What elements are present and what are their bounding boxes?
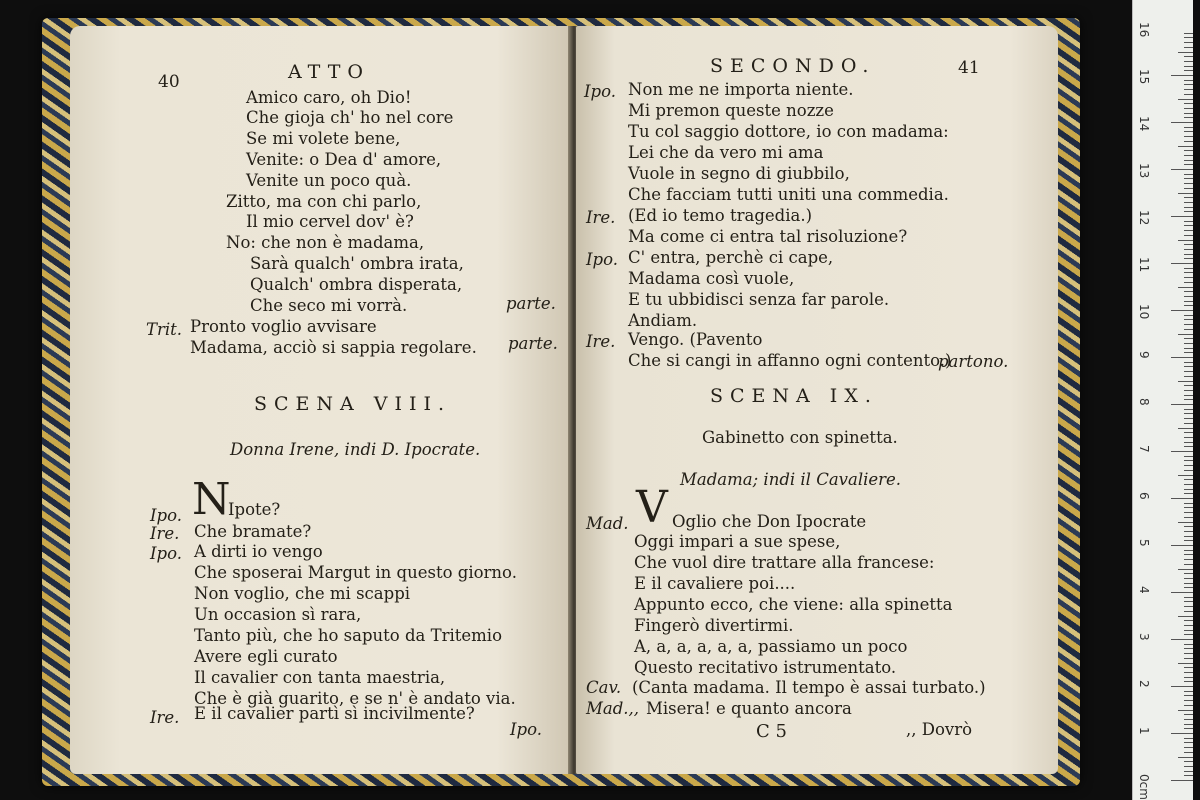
ruler-tick: [1184, 277, 1193, 278]
ruler-tick: [1184, 409, 1193, 410]
ruler-tick: [1184, 207, 1193, 208]
ruler-label: 4: [1137, 586, 1151, 594]
ruler-tick: [1178, 99, 1193, 100]
ruler-tick: [1178, 710, 1193, 711]
ruler-tick: [1184, 188, 1193, 189]
verse-line: E il cavaliere poi....: [634, 574, 796, 593]
ruler-label: 5: [1137, 539, 1151, 547]
ruler-tick: [1184, 164, 1193, 165]
verse-line: Vuole in segno di giubbilo,: [628, 164, 850, 183]
left-page: [70, 26, 572, 774]
verse-line: Pronto voglio avvisare: [190, 317, 377, 336]
verse-line: Che si cangi in affanno ogni contento.): [628, 351, 952, 370]
verse-line: Non me ne importa niente.: [628, 80, 854, 99]
ruler-tick: [1184, 719, 1193, 720]
ruler-tick: [1171, 498, 1193, 499]
ruler-tick: [1184, 56, 1193, 57]
ruler-tick: [1184, 493, 1193, 494]
ruler-tick: [1184, 301, 1193, 302]
catchword: ,, Dovrò: [906, 720, 973, 739]
stage-direction: parte.: [508, 334, 558, 353]
ruler-label: 6: [1137, 492, 1151, 500]
ruler-tick: [1184, 714, 1193, 715]
ruler-tick: [1184, 174, 1193, 175]
ruler-tick: [1184, 691, 1193, 692]
ruler-tick: [1184, 150, 1193, 151]
ruler-tick: [1184, 460, 1193, 461]
drop-capital: V: [636, 482, 668, 533]
ruler-tick: [1184, 489, 1193, 490]
ruler-tick: [1184, 103, 1193, 104]
ruler-tick: [1184, 362, 1193, 363]
ruler-tick: [1184, 423, 1193, 424]
ruler-tick: [1184, 606, 1193, 607]
ruler-tick: [1184, 625, 1193, 626]
ruler-tick: [1184, 33, 1193, 34]
ruler-tick: [1171, 357, 1193, 358]
ruler-tick: [1178, 52, 1193, 53]
ruler-tick: [1184, 94, 1193, 95]
ruler-label: 2: [1137, 680, 1151, 688]
ruler-tick: [1184, 89, 1193, 90]
speaker-label: Cav.: [586, 678, 622, 697]
ruler-tick: [1171, 639, 1193, 640]
verse-line: A, a, a, a, a, a, passiamo un poco: [634, 637, 908, 656]
verse-line: Ipote?: [228, 500, 281, 519]
verse-line: Un occasion sì rara,: [194, 605, 362, 624]
ruler-tick: [1184, 775, 1193, 776]
ruler-tick: [1184, 437, 1193, 438]
stage-direction: parte.: [506, 294, 556, 313]
running-head-right: SECONDO.: [710, 55, 876, 77]
verse-line: (Canta madama. Il tempo è assai turbato.): [632, 678, 986, 697]
drop-capital: N: [192, 474, 231, 525]
ruler-tick: [1184, 385, 1193, 386]
verse-line: Madama così vuole,: [628, 269, 795, 288]
verse-line: Che è già guarito, e se n' è andato via.: [194, 689, 516, 708]
ruler-tick: [1184, 296, 1193, 297]
ruler-tick: [1184, 113, 1193, 114]
ruler-tick: [1178, 522, 1193, 523]
ruler-label: 10: [1137, 304, 1151, 320]
ruler-tick: [1184, 742, 1193, 743]
ruler-tick: [1184, 37, 1193, 38]
ruler-tick: [1178, 240, 1193, 241]
verse-line: No: che non è madama,: [226, 233, 425, 252]
verse-line: Venite: o Dea d' amore,: [246, 150, 442, 169]
ruler-label: 1: [1137, 727, 1151, 735]
right-page: [576, 26, 1058, 774]
ruler-tick: [1171, 733, 1193, 734]
ruler-tick: [1184, 540, 1193, 541]
verse-line: Tu col saggio dottore, io con madama:: [628, 122, 949, 141]
ruler-tick: [1184, 254, 1193, 255]
ruler-tick: [1184, 291, 1193, 292]
ruler-tick: [1184, 352, 1193, 353]
ruler-tick: [1178, 381, 1193, 382]
ruler-tick: [1178, 193, 1193, 194]
ruler-tick: [1184, 700, 1193, 701]
verse-line: Questo recitativo istrumentato.: [634, 658, 897, 677]
ruler-label: 16: [1137, 22, 1151, 38]
speaker-label: Trit.: [146, 320, 183, 339]
ruler-label: 14: [1137, 116, 1151, 132]
ruler-tick: [1184, 258, 1193, 259]
ruler-tick: [1184, 695, 1193, 696]
ruler-tick: [1184, 366, 1193, 367]
ruler-tick: [1184, 620, 1193, 621]
speaker-label: Ipo.: [584, 82, 616, 101]
verse-line: Il mio cervel dov' è?: [246, 212, 414, 231]
ruler-tick: [1184, 644, 1193, 645]
signature-mark: C 5: [756, 721, 787, 742]
speaker-label: Mad.,,: [586, 699, 640, 718]
ruler-tick: [1184, 66, 1193, 67]
verse-line: Madama, acciò si sappia regolare.: [190, 338, 477, 357]
ruler-tick: [1184, 573, 1193, 574]
ruler-tick: [1184, 418, 1193, 419]
ruler-tick: [1184, 348, 1193, 349]
verse-line: Oggi impari a sue spese,: [634, 532, 841, 551]
ruler-tick: [1184, 531, 1193, 532]
verse-line: C' entra, perchè ci cape,: [628, 248, 834, 267]
ruler-tick: [1184, 578, 1193, 579]
ruler-tick: [1184, 667, 1193, 668]
ruler-tick: [1178, 146, 1193, 147]
ruler-tick: [1184, 131, 1193, 132]
verse-line: Se mi volete bene,: [246, 129, 401, 148]
ruler-tick: [1171, 592, 1193, 593]
ruler-tick: [1171, 263, 1193, 264]
verse-line: Che facciam tutti uniti una commedia.: [628, 185, 949, 204]
ruler-tick: [1184, 376, 1193, 377]
ruler-tick: [1184, 465, 1193, 466]
ruler-label: 9: [1137, 351, 1151, 359]
ruler-tick: [1184, 108, 1193, 109]
ruler-tick: [1184, 512, 1193, 513]
verse-line: Misera! e quanto ancora: [646, 699, 852, 718]
ruler-tick: [1184, 160, 1193, 161]
ruler-tick: [1184, 554, 1193, 555]
ruler-tick: [1184, 329, 1193, 330]
ruler-tick: [1184, 658, 1193, 659]
ruler-tick: [1184, 517, 1193, 518]
verse-line: Il cavalier con tanta maestria,: [194, 668, 446, 687]
ruler-tick: [1178, 334, 1193, 335]
catchword: Ipo.: [510, 720, 542, 739]
ruler-tick: [1184, 305, 1193, 306]
ruler-tick: [1184, 677, 1193, 678]
ruler-tick: [1171, 169, 1193, 170]
ruler-tick: [1184, 479, 1193, 480]
ruler-tick: [1178, 663, 1193, 664]
verse-line: Tanto più, che ho saputo da Tritemio: [194, 626, 503, 645]
ruler-tick: [1184, 244, 1193, 245]
ruler-tick: [1184, 432, 1193, 433]
verse-line: Lei che da vero mi ama: [628, 143, 824, 162]
ruler-tick: [1184, 442, 1193, 443]
verse-line: E il cavalier partì sì incivilmente?: [194, 704, 475, 723]
open-book: [70, 26, 1070, 774]
ruler-tick: [1184, 117, 1193, 118]
verse-line: Che sposerai Margut in questo giorno.: [194, 563, 517, 582]
verse-line: Vengo. (Pavento: [628, 330, 763, 349]
speaker-label: Mad.: [586, 514, 629, 533]
ruler-tick: [1184, 141, 1193, 142]
ruler-label: 15: [1137, 69, 1151, 85]
ruler-tick: [1184, 390, 1193, 391]
ruler-tick: [1184, 272, 1193, 273]
speaker-label: Ipo.: [586, 250, 618, 269]
page-number-left: 40: [158, 72, 180, 92]
ruler-tick: [1184, 747, 1193, 748]
ruler-tick: [1184, 536, 1193, 537]
measurement-ruler: [1132, 0, 1193, 800]
ruler-tick: [1184, 583, 1193, 584]
verse-line: Ma come ci entra tal risoluzione?: [628, 227, 908, 246]
ruler-tick: [1184, 761, 1193, 762]
ruler-tick: [1184, 648, 1193, 649]
ruler-tick: [1178, 287, 1193, 288]
ruler-tick: [1184, 183, 1193, 184]
ruler-tick: [1184, 197, 1193, 198]
ruler-tick: [1184, 395, 1193, 396]
stage-direction: partono.: [938, 352, 1009, 371]
verse-line: Che bramate?: [194, 522, 312, 541]
ruler-tick: [1184, 70, 1193, 71]
ruler-tick: [1178, 569, 1193, 570]
verse-line: Zitto, ma con chi parlo,: [226, 192, 422, 211]
ruler-tick: [1184, 202, 1193, 203]
ruler-tick: [1178, 757, 1193, 758]
ruler-tick: [1184, 268, 1193, 269]
ruler-label: 12: [1137, 210, 1151, 226]
ruler-tick: [1171, 451, 1193, 452]
ruler-tick: [1171, 122, 1193, 123]
ruler-tick: [1184, 705, 1193, 706]
ruler-tick: [1184, 550, 1193, 551]
ruler-tick: [1184, 80, 1193, 81]
ruler-tick: [1184, 324, 1193, 325]
ruler-tick: [1184, 315, 1193, 316]
ruler-tick: [1171, 686, 1193, 687]
ruler-tick: [1184, 507, 1193, 508]
ruler-label: 11: [1137, 257, 1151, 273]
scene-setting: Gabinetto con spinetta.: [702, 428, 898, 447]
ruler-tick: [1184, 597, 1193, 598]
ruler-tick: [1184, 343, 1193, 344]
ruler-tick: [1184, 127, 1193, 128]
ruler-tick: [1184, 178, 1193, 179]
speaker-label: Ire.: [150, 708, 180, 727]
speaker-label: Ire.: [150, 524, 180, 543]
ruler-tick: [1184, 446, 1193, 447]
ruler-label: 13: [1137, 163, 1151, 179]
verse-line: Oglio che Don Ipocrate: [672, 512, 867, 531]
ruler-tick: [1184, 559, 1193, 560]
ruler-tick: [1184, 611, 1193, 612]
ruler-tick: [1184, 225, 1193, 226]
ruler-tick: [1184, 484, 1193, 485]
ruler-tick: [1178, 616, 1193, 617]
ruler-tick: [1184, 752, 1193, 753]
ruler-tick: [1184, 456, 1193, 457]
ruler-tick: [1171, 545, 1193, 546]
ruler-tick: [1184, 136, 1193, 137]
ruler-tick: [1184, 319, 1193, 320]
verse-line: Sarà qualch' ombra irata,: [250, 254, 464, 273]
ruler-tick: [1184, 738, 1193, 739]
ruler-tick: [1171, 310, 1193, 311]
speaker-label: Ipo.: [150, 544, 182, 563]
ruler-tick: [1184, 399, 1193, 400]
scene-persons: Madama; indi il Cavaliere.: [680, 470, 902, 489]
ruler-tick: [1184, 47, 1193, 48]
ruler-tick: [1184, 681, 1193, 682]
ruler-tick: [1184, 653, 1193, 654]
ruler-tick: [1184, 587, 1193, 588]
ruler-tick: [1184, 61, 1193, 62]
ruler-tick: [1184, 724, 1193, 725]
verse-line: E tu ubbidisci senza far parole.: [628, 290, 890, 309]
verse-line: A dirti io vengo: [194, 542, 323, 561]
ruler-tick: [1178, 475, 1193, 476]
verse-line: Che seco mi vorrà.: [250, 296, 408, 315]
ruler-label: 0cm: [1137, 774, 1151, 800]
page-number-right: 41: [958, 58, 980, 78]
ruler-tick: [1184, 155, 1193, 156]
ruler-tick: [1184, 42, 1193, 43]
ruler-tick: [1184, 282, 1193, 283]
ruler-tick: [1171, 216, 1193, 217]
ruler-tick: [1171, 404, 1193, 405]
verse-line: Appunto ecco, che viene: alla spinetta: [634, 595, 953, 614]
ruler-tick: [1178, 428, 1193, 429]
verse-line: Venite un poco quà.: [246, 171, 412, 190]
ruler-tick: [1184, 230, 1193, 231]
ruler-label: 3: [1137, 633, 1151, 641]
ruler-tick: [1184, 235, 1193, 236]
ruler-label: 8: [1137, 398, 1151, 406]
ruler-tick: [1184, 503, 1193, 504]
verse-line: Fingerò divertirmi.: [634, 616, 794, 635]
ruler-tick: [1184, 84, 1193, 85]
ruler-tick: [1184, 634, 1193, 635]
ruler-tick: [1184, 728, 1193, 729]
verse-line: Amico caro, oh Dio!: [246, 88, 412, 107]
ruler-tick: [1184, 564, 1193, 565]
running-head-left: ATTO: [288, 61, 370, 83]
verse-line: Non voglio, che mi scappi: [194, 584, 411, 603]
ruler-tick: [1184, 672, 1193, 673]
ruler-tick: [1184, 470, 1193, 471]
scene-title: SCENA VIII.: [254, 393, 452, 415]
ruler-tick: [1171, 75, 1193, 76]
ruler-tick: [1184, 766, 1193, 767]
ruler-tick: [1184, 249, 1193, 250]
ruler-label: 7: [1137, 445, 1151, 453]
ruler-tick: [1184, 413, 1193, 414]
ruler-tick: [1184, 526, 1193, 527]
scene-title: SCENA IX.: [710, 385, 878, 407]
verse-line: Avere egli curato: [194, 647, 338, 666]
speaker-label: Ire.: [586, 208, 616, 227]
ruler-tick: [1184, 371, 1193, 372]
ruler-tick: [1184, 601, 1193, 602]
ruler-tick: [1184, 771, 1193, 772]
verse-line: Mi premon queste nozze: [628, 101, 834, 120]
ruler-tick: [1184, 338, 1193, 339]
ruler-tick: [1184, 211, 1193, 212]
verse-line: Che vuol dire trattare alla francese:: [634, 553, 935, 572]
ruler-tick: [1184, 221, 1193, 222]
ruler-tick: [1171, 780, 1193, 781]
scene-persons: Donna Irene, indi D. Ipocrate.: [230, 440, 481, 459]
ruler-tick: [1184, 630, 1193, 631]
speaker-label: Ipo.: [150, 506, 182, 525]
verse-line: Che gioja ch' ho nel core: [246, 108, 454, 127]
speaker-label: Ire.: [586, 332, 616, 351]
verse-line: Qualch' ombra disperata,: [250, 275, 463, 294]
verse-line: Andiam.: [628, 311, 698, 330]
verse-line: (Ed io temo tragedia.): [628, 206, 813, 225]
